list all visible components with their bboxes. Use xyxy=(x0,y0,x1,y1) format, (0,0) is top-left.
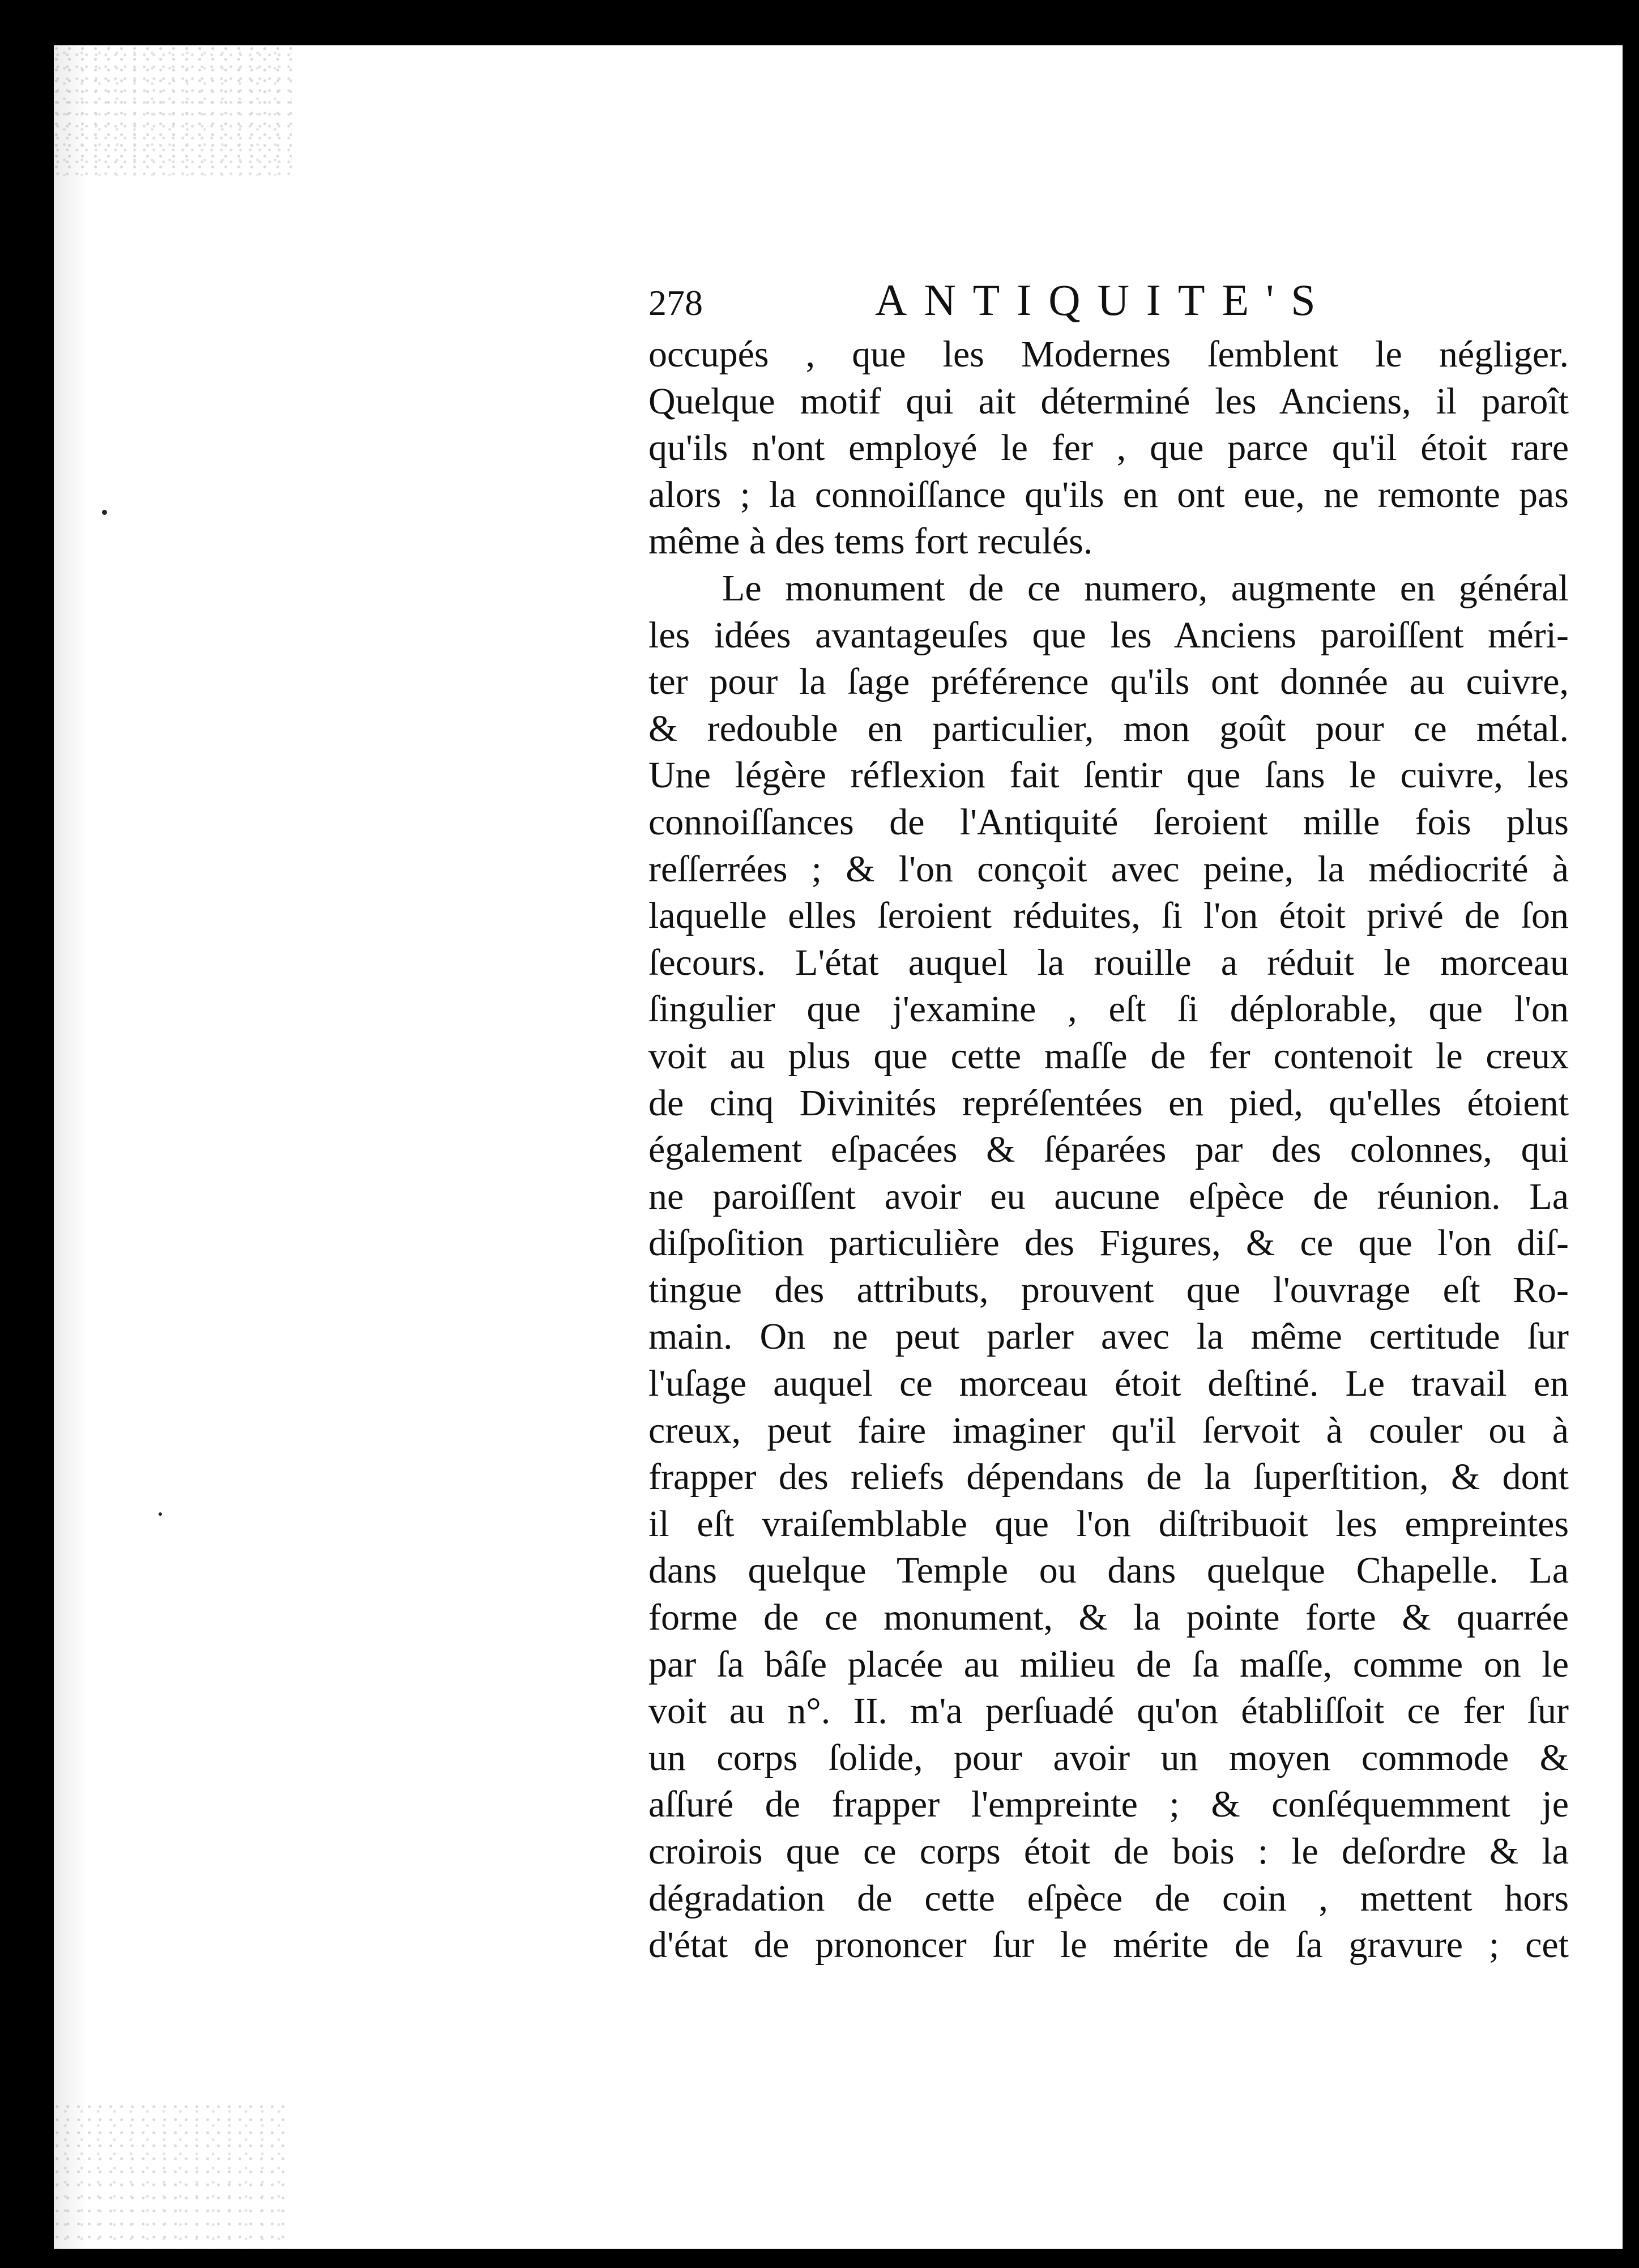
book-page xyxy=(54,45,1623,2249)
text-line: dans quelque Temple ou dans quelque Chapelle. La xyxy=(648,1550,1569,1592)
page-number: 278 xyxy=(648,283,703,323)
text-line: ter pour la ſage préférence qu'ils ont donnée au cuivre, xyxy=(648,661,1569,703)
text-line: tingue des attributs, prouvent que l'ouvrage eſt Ro- xyxy=(648,1269,1569,1311)
text-line: reſſerrées ; & l'on conçoit avec peine, la médiocrité à xyxy=(648,848,1569,890)
paragraph-1 xyxy=(648,331,1569,565)
running-head xyxy=(648,272,1583,334)
text-line: même à des tems fort reculés. xyxy=(648,521,1093,562)
text-line: par ſa bâſe placée au milieu de ſa maſſe, comme on le xyxy=(648,1643,1569,1685)
text-line: il eſt vraiſemblable que l'on diſtribuoit les empreintes xyxy=(648,1503,1569,1545)
text-line: ſingulier que j'examine , eſt ſi déplorable, que l'on xyxy=(648,988,1569,1030)
text-line: Une légère réflexion fait ſentir que ſans le cuivre, les xyxy=(648,754,1569,796)
text-line: dégradation de cette eſpèce de coin , mettent hors xyxy=(648,1877,1569,1919)
text-line: Quelque motif qui ait déterminé les Anciens, il paroît xyxy=(648,380,1569,422)
text-line: laquelle elles ſeroient réduites, ſi l'on étoit privé de ſon xyxy=(648,895,1569,937)
text-line: connoiſſances de l'Antiquité ſeroient mille fois plus xyxy=(648,801,1569,843)
text-line: ne paroiſſent avoir eu aucune eſpèce de réunion. La xyxy=(648,1175,1569,1217)
running-title: ANTIQUITE'S xyxy=(875,275,1333,325)
ink-speck xyxy=(159,1512,162,1516)
text-line: qu'ils n'ont employé le fer , que parce qu'il étoit rare xyxy=(648,427,1569,469)
text-line: d'état de prononcer ſur le mérite de ſa gravure ; cet xyxy=(648,1924,1569,1966)
body-text xyxy=(648,331,1569,1969)
paper-speckle-top xyxy=(54,45,292,176)
ink-speck xyxy=(102,510,107,515)
text-line: également eſpacées & ſéparées par des colonnes, qui xyxy=(648,1129,1569,1171)
text-line: voit au n°. II. m'a perſuadé qu'on établiſſoit ce fer ſur xyxy=(648,1690,1569,1732)
text-line: l'uſage auquel ce morceau étoit deſtiné. Le travail en xyxy=(648,1363,1569,1405)
text-line: frapper des reliefs dépendans de la ſuperſtition, & dont xyxy=(648,1456,1569,1498)
text-line: forme de ce monument, & la pointe forte & quarrée xyxy=(648,1597,1569,1639)
text-line: main. On ne peut parler avec la même certitude ſur xyxy=(648,1316,1569,1358)
paragraph-2 xyxy=(648,565,1569,1969)
text-line: Le monument de ce numero, augmente en général xyxy=(722,567,1569,609)
text-line: de cinq Divinités repréſentées en pied, qu'elles étoient xyxy=(648,1082,1569,1124)
text-line: aſſuré de frapper l'empreinte ; & conſéquemment je xyxy=(648,1784,1569,1826)
text-line: croirois que ce corps étoit de bois : le deſordre & la xyxy=(648,1831,1569,1872)
text-line: voit au plus que cette maſſe de fer contenoit le creux xyxy=(648,1035,1569,1077)
text-line: diſpoſition particulière des Figures, & ce que l'on diſ- xyxy=(648,1222,1569,1264)
text-line: alors ; la connoiſſance qu'ils en ont eue, ne remonte pas xyxy=(648,474,1569,515)
text-line: creux, peut faire imaginer qu'il ſervoit à couler ou à xyxy=(648,1409,1569,1451)
text-line: les idées avantageuſes que les Anciens paroiſſent méri- xyxy=(648,614,1569,656)
text-line: ſecours. L'état auquel la rouille a réduit le morceau xyxy=(648,941,1569,983)
paper-speckle-bottom xyxy=(54,2101,292,2249)
text-line: un corps ſolide, pour avoir un moyen commode & xyxy=(648,1737,1569,1779)
text-line: occupés , que les Modernes ſemblent le négliger. xyxy=(648,334,1569,375)
gutter-shadow xyxy=(54,45,88,2249)
text-line: & redouble en particulier, mon goût pour ce métal. xyxy=(648,707,1569,749)
